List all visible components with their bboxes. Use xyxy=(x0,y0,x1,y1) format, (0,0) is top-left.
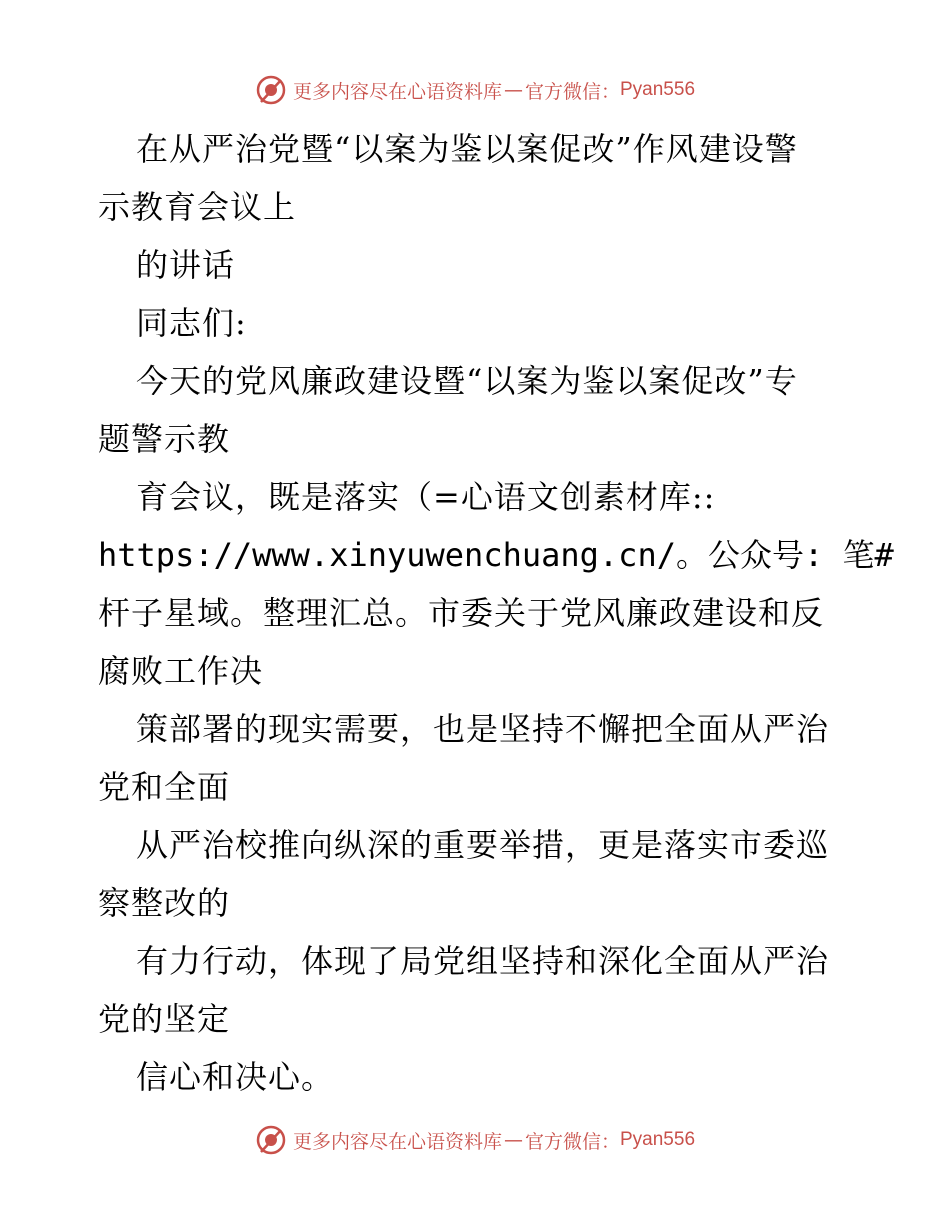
body-line: 策部署的现实需要，也是坚持不懈把全面从严治 xyxy=(136,710,830,748)
body-line: 党和全面 xyxy=(98,768,231,806)
body-line: 的讲话 xyxy=(136,246,236,284)
banner-official-label: 官方微信： xyxy=(524,80,620,103)
body-line: 腐败工作决 xyxy=(98,652,264,690)
body-line: 党的坚定 xyxy=(98,1000,231,1038)
banner-wechat-handle: Pyan556 xyxy=(620,79,696,100)
body-line: 信心和决心。 xyxy=(136,1058,335,1096)
body-line: 育会议，既是落实（=心语文创素材库:: xyxy=(136,478,716,516)
body-line-url: https://www.xinyuwenchuang.cn/。公众号: 笔# xyxy=(98,536,894,574)
body-line: 在从严治党暨“以案为鉴以案促改”作风建设警 xyxy=(136,130,798,168)
body-line: 从严治校推向纵深的重要举措，更是落实市委巡 xyxy=(136,826,830,864)
banner-official-label: 官方微信： xyxy=(524,1130,620,1153)
body-line: 察整改的 xyxy=(98,884,231,922)
banner-dash: — xyxy=(503,1129,523,1151)
body-line: 有力行动，体现了局党组坚持和深化全面从严治 xyxy=(136,942,830,980)
banner-brand-text: 更多内容尽在心语资料库 xyxy=(292,1130,502,1153)
document-body xyxy=(98,120,894,1106)
pen-logo-icon xyxy=(255,74,287,106)
body-line: 题警示教 xyxy=(98,420,231,458)
header-watermark-banner xyxy=(0,70,950,110)
banner-wechat-handle: Pyan556 xyxy=(620,1129,696,1150)
footer-watermark-banner xyxy=(0,1120,950,1160)
banner-dash: — xyxy=(503,79,523,101)
body-line: 同志们: xyxy=(136,304,247,342)
banner-brand-text: 更多内容尽在心语资料库 xyxy=(292,80,502,103)
body-line: 今天的党风廉政建设暨“以案为鉴以案促改”专 xyxy=(136,362,798,400)
body-line: 示教育会议上 xyxy=(98,188,297,226)
pen-logo-icon xyxy=(255,1124,287,1156)
body-line: 杆子星域。整理汇总。市委关于党风廉政建设和反 xyxy=(98,594,825,632)
